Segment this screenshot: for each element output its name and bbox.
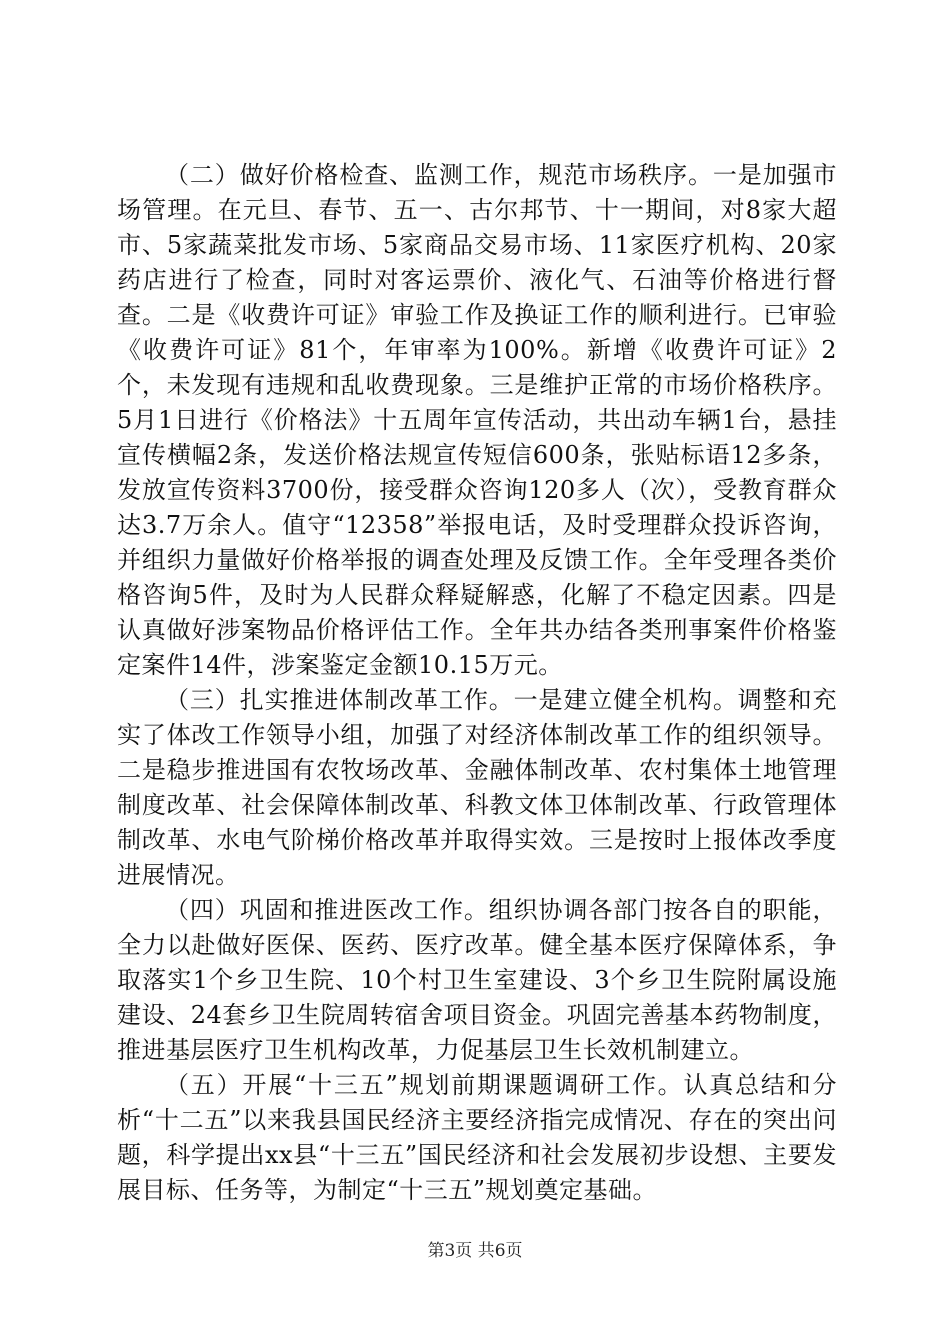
paragraph-five-year-plan: （五）开展“十三五”规划前期课题调研工作。认真总结和分析“十二五”以来我县国民经济主要经济指完成情况、存在的突出问题，科学提出xx县“十三五”国民经济和社会发展初步设想、主要发展目标、任务等，为制定“十三五”规划奠定基础。 — [117, 1071, 837, 1204]
page-number-footer: 第3页 共6页 — [427, 1241, 523, 1261]
paragraph-medical-reform: （四）巩固和推进医改工作。组织协调各部门按各自的职能，全力以赴做好医保、医药、医疗改革。健全基本医疗保障体系，争取落实1个乡卫生院、10个村卫生室建设、3个乡卫生院附属设施建设、24套乡卫生院周转宿舍项目资金。巩固完善基本药物制度，推进基层医疗卫生机构改革，力促基层卫生长效机制建立。 — [117, 896, 837, 1064]
document-body — [117, 158, 837, 1208]
paragraph-price-inspection: （二）做好价格检查、监测工作，规范市场秩序。一是加强市场管理。在元旦、春节、五一、古尔邦节、十一期间，对8家大超市、5家蔬菜批发市场、5家商品交易市场、11家医疗机构、20家药店进行了检查，同时对客运票价、液化气、石油等价格进行督查。二是《收费许可证》审验工作及换证工作的顺利进行。已审验《收费许可证》81个，年审率为100%。新增《收费许可证》2个，未发现有违规和乱收费现象。三是维护正常的市场价格秩序。5月1日进行《价格法》十五周年宣传活动，共出动车辆1台，悬挂宣传横幅2条，发送价格法规宣传短信600条，张贴标语12多条，发放宣传资料3700份，接受群众咨询120多人（次），受教育群众达3.7万余人。值守“12358”举报电话，及时受理群众投诉咨询，并组织力量做好价格举报的调查处理及反馈工作。全年受理各类价格咨询5件，及时为人民群众释疑解惑，化解了不稳定因素。四是认真做好涉案物品价格评估工作。全年共办结各类刑事案件价格鉴定案件14件，涉案鉴定金额10.15万元。 — [117, 161, 837, 679]
paragraph-system-reform: （三）扎实推进体制改革工作。一是建立健全机构。调整和充实了体改工作领导小组，加强了对经济体制改革工作的组织领导。二是稳步推进国有农牧场改革、金融体制改革、农村集体土地管理制度改革、社会保障体制改革、科教文体卫体制改革、行政管理体制改革、水电气阶梯价格改革并取得实效。三是按时上报体改季度进展情况。 — [117, 686, 837, 889]
